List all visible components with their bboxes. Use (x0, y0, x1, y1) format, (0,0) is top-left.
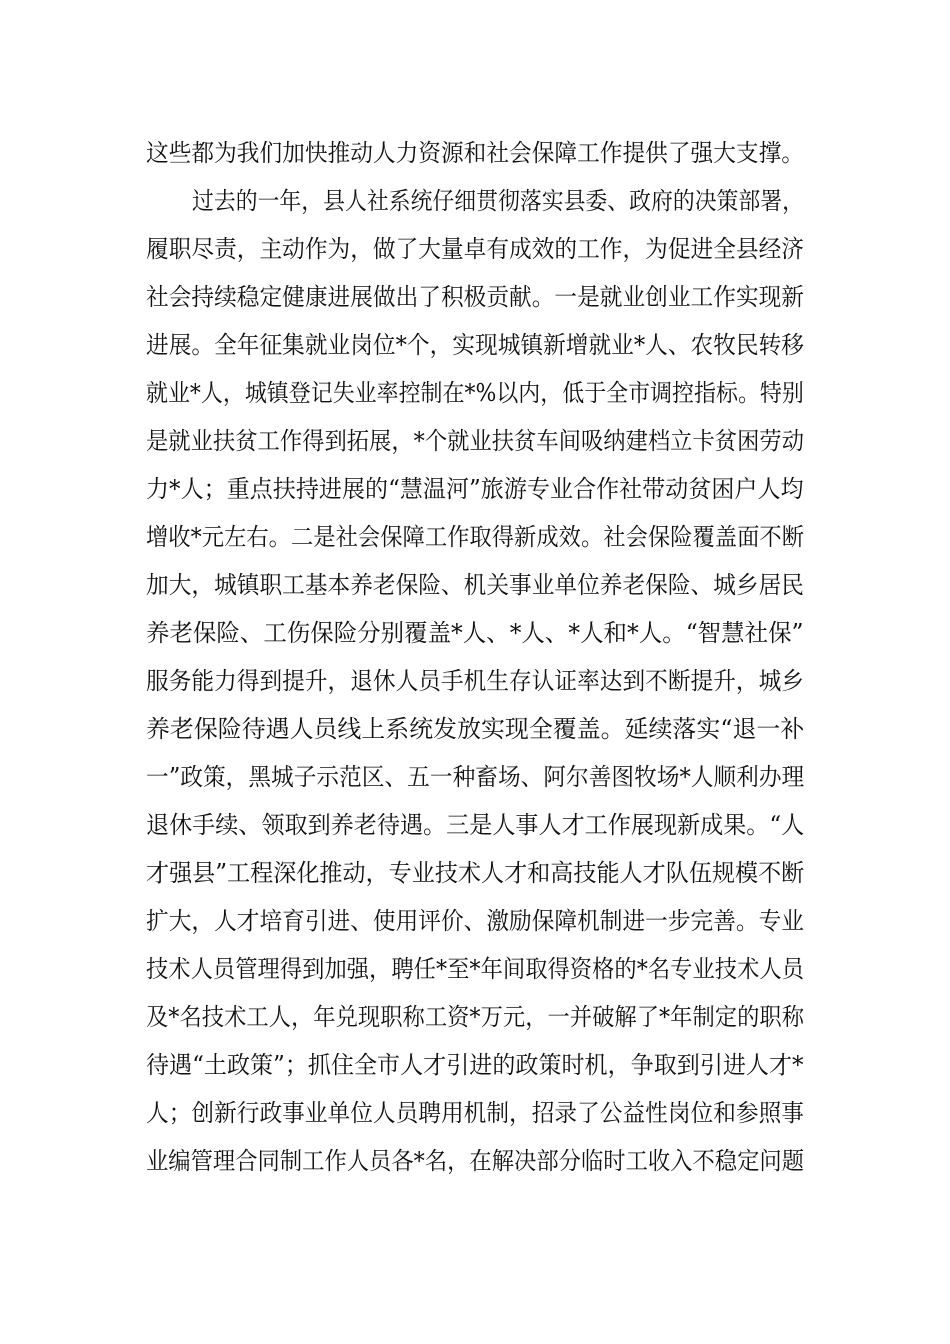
text-line-20: 待遇“土政策”；抓住全市人才引进的政策时机，争取到引进人才* (146, 1051, 804, 1079)
text-line-19: 及*名技术工人，年兑现职称工资*万元，一并破解了*年制定的职称 (146, 1003, 805, 1031)
text-line-9: 增收*元左右。二是社会保障工作取得新成效。社会保险覆盖面不断 (146, 523, 805, 551)
text-line-6: 就业*人，城镇登记失业率控制在*%以内，低于全市调控指标。特别 (146, 379, 804, 407)
text-line-4: 社会持续稳定健康进展做出了积极贡献。一是就业创业工作实现新 (146, 283, 804, 311)
text-line-5: 进展。全年征集就业岗位*个，实现城镇新增就业*人、农牧民转移 (146, 331, 804, 359)
text-line-10: 加大，城镇职工基本养老保险、机关事业单位养老保险、城乡居民 (146, 571, 804, 599)
text-line-11: 养老保险、工伤保险分别覆盖*人、*人、*人和*人。“智慧社保” (146, 619, 804, 647)
text-line-7: 是就业扶贫工作得到拓展，*个就业扶贫车间吸纳建档立卡贫困劳动 (146, 427, 805, 455)
text-line-21: 人；创新行政事业单位人员聘用机制，招录了公益性岗位和参照事 (146, 1099, 804, 1127)
text-line-1: 这些都为我们加快推动人力资源和社会保障工作提供了强大支撑。 (146, 139, 804, 167)
text-line-15: 退休手续、领取到养老待遇。三是人事人才工作展现新成果。“人 (146, 811, 805, 839)
text-line-16: 才强县”工程深化推动，专业技术人才和高技能人才队伍规模不断 (146, 859, 805, 887)
text-line-8: 力*人；重点扶持进展的“慧温河”旅游专业合作社带动贫困户人均 (146, 475, 804, 503)
text-line-17: 扩大，人才培育引进、使用评价、激励保障机制进一步完善。专业 (146, 907, 804, 935)
text-line-22: 业编管理合同制工作人员各*名，在解决部分临时工收入不稳定问题 (146, 1147, 805, 1175)
text-line-18: 技术人员管理得到加强，聘任*至*年间取得资格的*名专业技术人员 (146, 955, 805, 983)
text-line-2: 过去的一年，县人社系统仔细贯彻落实县委、政府的决策部署， (192, 187, 804, 215)
text-line-3: 履职尽责，主动作为，做了大量卓有成效的工作，为促进全县经济 (146, 235, 804, 263)
text-line-14: 一”政策，黑城子示范区、五一种畜场、阿尔善图牧场*人顺利办理 (146, 763, 805, 791)
text-line-13: 养老保险待遇人员线上系统发放实现全覆盖。延续落实“退一补 (146, 715, 805, 743)
text-line-12: 服务能力得到提升，退休人员手机生存认证率达到不断提升，城乡 (146, 667, 804, 695)
